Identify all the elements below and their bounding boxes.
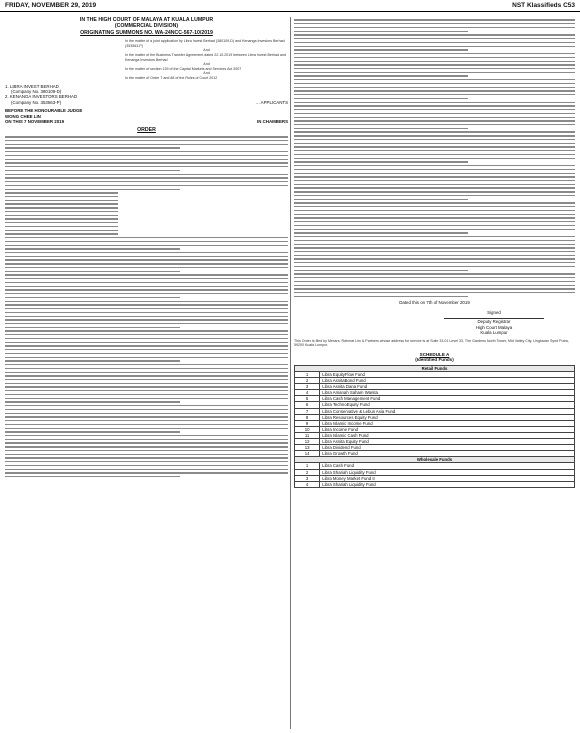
fund-number: 9: [295, 420, 320, 426]
identified-funds-table: [294, 365, 575, 488]
right-column: [294, 17, 575, 488]
fund-number: 1: [295, 463, 320, 469]
order-title: ORDER: [137, 127, 156, 134]
fund-number: 12: [295, 439, 320, 445]
fund-name: Libra AsnitaBond Fund: [320, 378, 575, 384]
fund-number: 4: [295, 481, 320, 487]
fund-name: Libra EquityFlow Fund: [320, 372, 575, 378]
fund-name: Libra Cash Fund: [320, 463, 575, 469]
fund-number: 8: [295, 414, 320, 420]
fund-number: 3: [295, 384, 320, 390]
fund-name: Libra Amanah Saham Wanita: [320, 390, 575, 396]
fund-number: 14: [295, 451, 320, 457]
order-body-text: [5, 136, 288, 477]
fund-number: 2: [295, 469, 320, 475]
fund-name: Libra Asnita Equity Fund: [320, 439, 575, 445]
fund-name: Libra TechnoEquity Fund: [320, 402, 575, 408]
section-title: NST Klassifieds C53: [512, 2, 575, 9]
dated-line: Dated this on 7th of November 2019: [399, 299, 470, 305]
fund-name: Libra Dividend Fund: [320, 445, 575, 451]
fund-number: 2: [295, 378, 320, 384]
wholesale-funds-header: Wholesale Funds: [295, 457, 575, 463]
fund-number: 13: [295, 445, 320, 451]
fund-number: 7: [295, 408, 320, 414]
parties-block: 1. LIBRA INVEST BERHAD (Company No. 380109-D) 2. KENANGA INVESTORS BERHAD (Company No. 353563-P) ... APPLICANTS: [5, 83, 288, 105]
court-heading: IN THE HIGH COURT OF MALAYA AT KUALA LUMPUR (COMMERCIAL DIVISION) ORIGINATING SUMMONS NO. WA-24NCC-567-10/2019: [79, 17, 214, 36]
matter-block: In the matter of a joint application by Libra Invest Berhad (380109-D) and Kenanga Investors Berhad (353563-P) And In the matter of the Business Transfer Agreement dated 22.10.2019 between Libra Invest Berhad and Kenanga Investors Berhad And In the matter of section 139 of the Capital Markets and Services Act 2007 And In the matter of Order 7 and 88 of the Rules of Court 2012: [125, 39, 287, 80]
fund-name: Libra Conservative & Lebus Asia Fund: [320, 408, 575, 414]
fund-number: 1: [295, 372, 320, 378]
wholesale-funds-list: [295, 463, 575, 487]
fund-name: Libra Cash Management Fund: [320, 396, 575, 402]
order-continued-text: [294, 19, 575, 297]
left-column: [5, 17, 288, 480]
table-row: [295, 481, 575, 487]
schedule-title: SCHEDULE A (Identified Funds): [415, 351, 454, 363]
fund-name: Libra Shariah Liquidity Fund: [320, 469, 575, 475]
fund-number: 11: [295, 432, 320, 438]
fund-name: Libra Islamic Income Fund: [320, 420, 575, 426]
fund-number: 3: [295, 475, 320, 481]
solicitors-note: This Order is filed by Messrs. Rahmat Lim & Partners whose address for service is at Suite 33.01 Level 33, The Gardens North Tower, Mid Valley City, Lingkaran Syed Putra, 59200 Kuala Lumpur.: [294, 338, 569, 348]
fund-name: Libra Income Fund: [320, 426, 575, 432]
judge-block: BEFORE THE HONOURABLE JUDGE WONG CHEE LIN ON THIS 7 NOVEMBER 2019 IN CHAMBERS: [5, 108, 288, 124]
fund-number: 4: [295, 390, 320, 396]
page-header: [0, 0, 580, 12]
retail-funds-header: Retail Funds: [295, 365, 575, 371]
fund-name: Libra Growth Fund: [320, 451, 575, 457]
retail-funds-list: [295, 372, 575, 457]
fund-name: Libra Asnita Dana Fund: [320, 384, 575, 390]
fund-name: Libra Money Market Fund II: [320, 475, 575, 481]
fund-number: 5: [295, 396, 320, 402]
fund-name: Libra Islamic Cash Fund: [320, 432, 575, 438]
fund-name: Libra Shariah Liquidity Fund: [320, 481, 575, 487]
column-divider: [290, 17, 291, 729]
fund-number: 10: [295, 426, 320, 432]
signature-block: Signed Deputy Registrar High Court Malaya Kuala Lumpur: [444, 310, 544, 336]
page-date: FRIDAY, NOVEMBER 29, 2019: [5, 2, 97, 9]
fund-name: Libra Resources Equity Fund: [320, 414, 575, 420]
fund-number: 6: [295, 402, 320, 408]
